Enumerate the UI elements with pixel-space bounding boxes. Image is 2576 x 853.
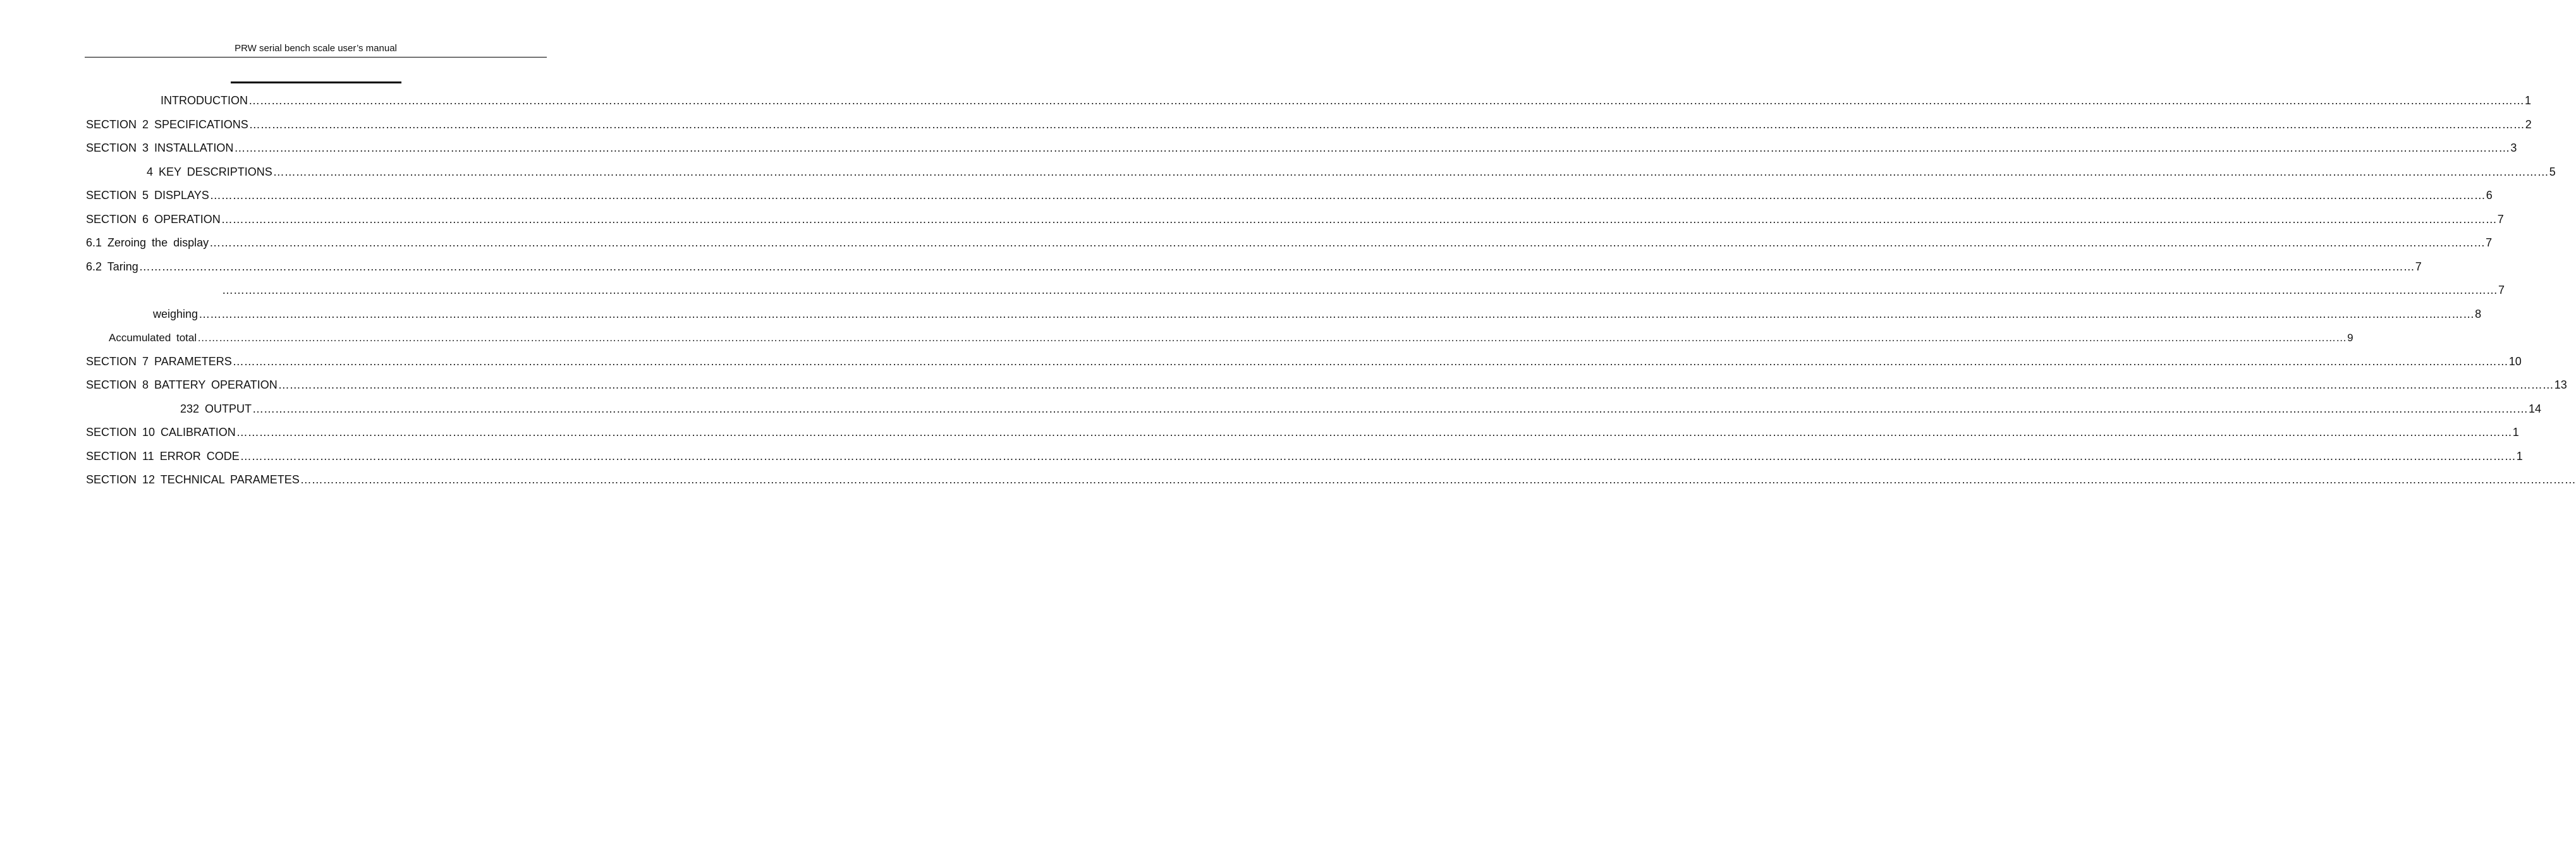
toc-leader-dots: …………………………………………………………………………………………………………………………………………………………………………………………………………………………………………………………………………………………………………………………………………………………………………………………………………………………………………………………………………………………………………………………………………………… (252, 402, 2529, 415)
toc-entry[interactable] (86, 279, 2505, 303)
toc-entry-label: SECTION 8 BATTERY OPERATION (86, 378, 278, 392)
toc-entry-label: Accumulated total (109, 331, 197, 344)
toc-leader-dots: …………………………………………………………………………………………………………………………………………………………………………………………………………………………………………………………………………………………………………………………………………………………………………………………………………………………………………………………………………………………………………………………………………………… (198, 307, 2475, 320)
toc-entry[interactable] (86, 350, 2522, 374)
toc-entry[interactable] (86, 445, 2523, 469)
toc-entry[interactable] (86, 208, 2504, 232)
toc-entry[interactable] (86, 468, 2576, 492)
toc-entry-page: 7 (2415, 260, 2422, 273)
toc-entry[interactable] (86, 303, 2482, 327)
toc-entry-page: 3 (2510, 142, 2517, 155)
toc-entry-page: 2 (2525, 118, 2532, 131)
toc-entry-page: 7 (2486, 236, 2493, 250)
toc-entry-page: 5 (2549, 165, 2556, 178)
toc-entry[interactable] (86, 231, 2493, 255)
toc-entry-label: SECTION 11 ERROR CODE (86, 449, 240, 463)
toc-entry[interactable] (86, 255, 2422, 279)
toc-leader-dots: …………………………………………………………………………………………………………………………………………………………………………………………………………………………………………………………………………………………………………………………………………………………………………………………………………………………………………………………………………………………………………………………………………………… (138, 260, 2415, 273)
toc-leader-dots: …………………………………………………………………………………………………………………………………………………………………………………………………………………………………………………………………………………………………………………………………………………………………………………………………………………………………………………………………………………………………………………………………………………… (232, 354, 2508, 368)
toc-entry-label: SECTION 2 SPECIFICATIONS (86, 118, 248, 131)
toc-leader-dots: …………………………………………………………………………………………………………………………………………………………………………………………………………………………………………………………………………………………………………………………………………………………………………………………………………………………………………………………………………………………………………………………………………………… (209, 236, 2486, 250)
toc-entry[interactable] (86, 397, 2542, 421)
toc-entry-label: INTRODUCTION (161, 94, 248, 107)
toc-entry-page: 7 (2498, 284, 2505, 297)
toc-entry-label: SECTION 6 OPERATION (86, 212, 221, 226)
toc-entry-page: 6 (2486, 189, 2493, 202)
toc-entry-label: 6.2 Taring (86, 260, 138, 273)
toc-entry-label: SECTION 3 INSTALLATION (86, 142, 234, 155)
toc-leader-dots: …………………………………………………………………………………………………………………………………………………………………………………………………………………………………………………………………………………………………………………………………………………………………………………………………………………………………………………………………………………………………………………………………………………… (240, 449, 2516, 463)
toc-entry-page: 13 (2554, 378, 2567, 392)
toc-entry[interactable] (86, 373, 2567, 397)
toc-entry[interactable] (86, 89, 2532, 113)
header-title: PRW serial bench scale user’s manual (235, 43, 397, 54)
toc-entry-page: 1 (2512, 426, 2519, 439)
title-underline (231, 82, 401, 83)
toc-leader-dots: …………………………………………………………………………………………………………………………………………………………………………………………………………………………………………………………………………………………………………………………………………………………………………………………………………………………………………………………………………………………………………………………………………………… (209, 189, 2486, 202)
toc-entry-label: 4 KEY DESCRIPTIONS (147, 165, 272, 178)
toc-entry-page: 1 (2516, 449, 2523, 463)
toc-leader-dots: …………………………………………………………………………………………………………………………………………………………………………………………………………………………………………………………………………………………………………………………………………………………………………………………………………………………………………………………………………………………………………………………………………………… (234, 142, 2510, 155)
toc-entry-page: 7 (2497, 212, 2504, 226)
toc-entry[interactable] (86, 421, 2519, 445)
toc-entry[interactable] (86, 136, 2517, 160)
table-of-contents (86, 89, 2576, 492)
toc-entry-page: 9 (2347, 331, 2353, 344)
toc-leader-dots: …………………………………………………………………………………………………………………………………………………………………………………………………………………………………………………………………………………………………………………………………………………………………………………………………………………………………………………………………………………………………………………………………………………… (300, 473, 2576, 487)
toc-entry-label: 6.1 Zeroing the display (86, 236, 209, 250)
toc-entry-label: SECTION 10 CALIBRATION (86, 426, 236, 439)
toc-entry-page: 14 (2529, 402, 2542, 415)
toc-entry[interactable] (86, 160, 2556, 185)
toc-entry-label: SECTION 7 PARAMETERS (86, 354, 232, 368)
page-header (85, 42, 547, 57)
toc-leader-dots: …………………………………………………………………………………………………………………………………………………………………………………………………………………………………………………………………………………………………………………………………………………………………………………………………………………………………………………………………………………………………………………………………………………… (248, 118, 2525, 131)
toc-leader-dots: …………………………………………………………………………………………………………………………………………………………………………………………………………………………………………………………………………………………………………………………………………………………………………………………………………………………………………………………………………………………………………………………………………………… (272, 165, 2549, 178)
toc-entry[interactable] (86, 184, 2493, 208)
toc-leader-dots: …………………………………………………………………………………………………………………………………………………………………………………………………………………………………………………………………………………………………………………………………………………………………………………………………………………………………………………………………………………………………………………………………………………… (221, 212, 2497, 226)
toc-leader-dots: …………………………………………………………………………………………………………………………………………………………………………………………………………………………………………………………………………………………………………………………………………………………………………………………………………………………………………………………………………………………………………………………………………………… (236, 426, 2512, 439)
toc-entry[interactable] (86, 113, 2532, 137)
toc-leader-dots: …………………………………………………………………………………………………………………………………………………………………………………………………………………………………………………………………………………………………………………………………………………………………………………………………………………………………………………………………………………………………………………………………………………… (222, 284, 2498, 297)
toc-entry-label: weighing (153, 307, 198, 320)
toc-leader-dots: …………………………………………………………………………………………………………………………………………………………………………………………………………………………………………………………………………………………………………………………………………………………………………………………………………………………………………………………………………………………………………………………………………………… (197, 331, 2347, 344)
toc-leader-dots: …………………………………………………………………………………………………………………………………………………………………………………………………………………………………………………………………………………………………………………………………………………………………………………………………………………………………………………………………………………………………………………………………………………… (278, 378, 2554, 392)
toc-entry[interactable] (86, 326, 2353, 350)
toc-leader-dots: …………………………………………………………………………………………………………………………………………………………………………………………………………………………………………………………………………………………………………………………………………………………………………………………………………………………………………………………………………………………………………………………………………………… (248, 94, 2524, 107)
toc-entry-label: SECTION 12 TECHNICAL PARAMETES (86, 473, 300, 487)
toc-entry-page: 1 (2525, 94, 2532, 107)
toc-entry-page: 10 (2508, 354, 2522, 368)
toc-entry-label: SECTION 5 DISPLAYS (86, 189, 209, 202)
toc-entry-label: 232 OUTPUT (180, 402, 252, 415)
toc-entry-page: 8 (2475, 307, 2482, 320)
